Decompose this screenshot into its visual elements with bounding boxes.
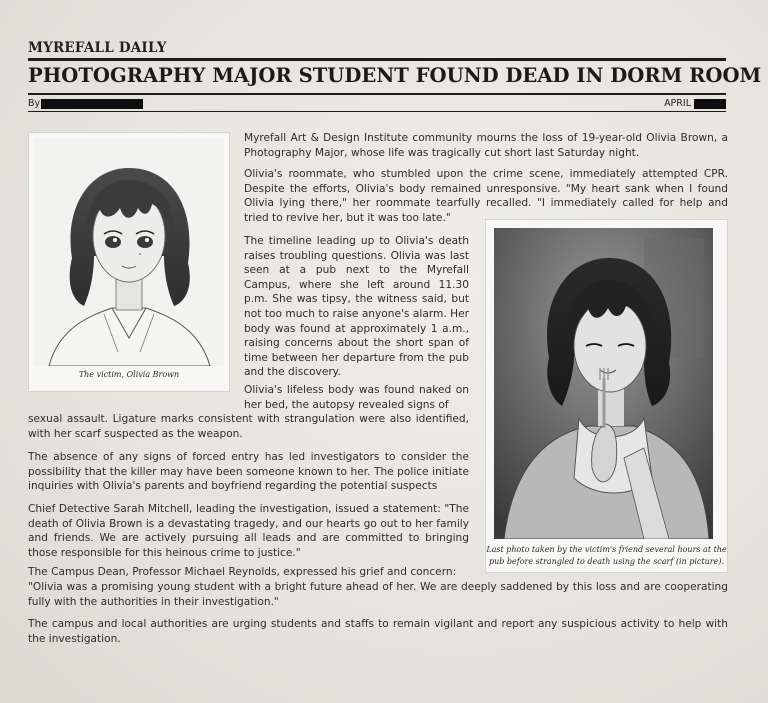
byline-prefix: By	[28, 98, 41, 109]
last-photo-frame	[485, 219, 728, 573]
byline	[28, 98, 143, 109]
paragraph-autopsy-start: Olivia's lifeless body was found naked on her bed, the autopsy revealed signs of	[244, 384, 469, 411]
dateline	[664, 98, 726, 109]
last-photo-caption	[483, 544, 730, 567]
masthead-rule	[28, 58, 726, 61]
headline: PHOTOGRAPHY MAJOR STUDENT FOUND DEAD IN DORM ROOM	[28, 64, 762, 87]
redacted-author	[41, 99, 143, 109]
redacted-date	[694, 99, 726, 109]
victim-photo-frame	[28, 132, 230, 392]
paragraph-detective-statement: Chief Detective Sarah Mitchell, leading the investigation, issued a statement: "The death of Olivia Brown is a devastating tragedy, and our hearts go out to her family and friends. We are actively pursuing all leads and are committed to bringing those responsible for this heinous crime to justice."	[28, 503, 469, 559]
byline-rule	[28, 111, 726, 112]
last-photo-caption-line-2: pub before strangled to death using the scarf (in picture).	[488, 556, 724, 566]
paragraph-closing: The campus and local authorities are urging students and staffs to remain vigilant and report any suspicious activity to help with the investigation.	[28, 618, 728, 645]
victim-photo-caption: The victim, Olivia Brown	[78, 370, 180, 379]
victim-portrait-image	[34, 138, 224, 366]
last-photo-caption-line-1: Last photo taken by the victim's friend several hours at the	[486, 545, 727, 554]
paragraph-roommate: Olivia's roommate, who stumbled upon the crime scene, immediately attempted CPR. Despite the efforts, Olivia's body remained unresponsive. "My heart sank when I found Olivia lying there," her roommate tearfully recalled. "I immediately called for help and tried to revive her, but it was too late."	[244, 168, 728, 224]
date-prefix: APRIL	[664, 98, 691, 109]
headline-rule	[28, 93, 726, 95]
paragraph-dean-quote: "Olivia was a promising young student with a bright future ahead of her. We are deeply saddened by this loss and are cooperating fully with the authorities in their investigation."	[28, 581, 728, 608]
paragraph-intro: Myrefall Art & Design Institute community mourns the loss of 19-year-old Olivia Brown, a Photography Major, whose life was tragically cut short last Saturday night.	[244, 132, 728, 159]
paragraph-dean-intro: The Campus Dean, Professor Michael Reynolds, expressed his grief and concern:	[28, 566, 457, 578]
last-photo-image	[494, 228, 713, 539]
paragraph-timeline: The timeline leading up to Olivia's death raises troubling questions. Olivia was last seen at a pub next to the Myrefall Campus, where she left around 11.30 p.m. She was tipsy, the witness said, but not too much to raise anyone's alarm. Her body was found at approximately 1 a.m., raising concerns about the short span of time between her departure from the pub and the discovery.	[244, 235, 469, 379]
paragraph-forced-entry: The absence of any signs of forced entry has led investigators to consider the possibility that the killer may have been someone known to her. The police initiate inquiries with Olivia's parents and boyfriend regarding the potential suspects	[28, 451, 469, 493]
masthead: MYREFALL DAILY	[28, 40, 167, 56]
paragraph-autopsy-cont: sexual assault. Ligature marks consistent with strangulation were also identified, with her scarf suspected as the weapon.	[28, 413, 469, 440]
